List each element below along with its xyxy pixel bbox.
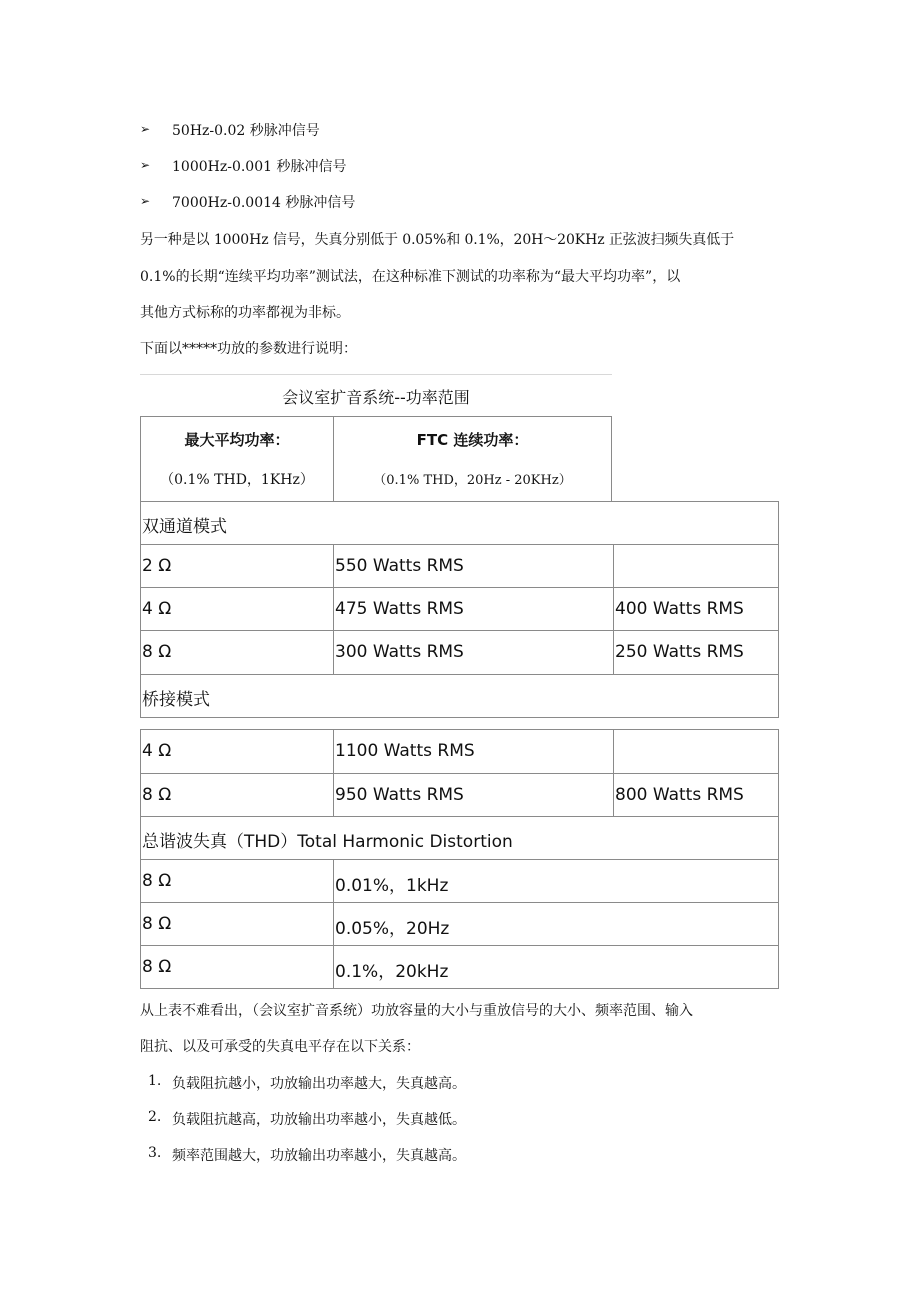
paragraph-line: 从上表不难看出，（会议室扩音系统）功放容量的大小与重放信号的大小、频率范围、输入 [140, 1003, 693, 1019]
ohm-value: 4 Ω [142, 599, 172, 619]
section-thd [140, 816, 779, 860]
arrow-bullet-icon: ➢ [140, 158, 151, 172]
cell-ftc [613, 773, 779, 817]
cell-ohm [140, 630, 334, 675]
paragraph-line: 另一种是以 1000Hz 信号，失真分别低于 0.05%和 0.1%，20H～20KHz 正弦波扫频失真低于 [140, 232, 734, 248]
paragraph-line: 其他方式标称的功率都视为非标。 [140, 305, 350, 321]
cell-ohm [140, 729, 334, 774]
list-number: 1. [148, 1073, 162, 1089]
ohm-value: 4 Ω [142, 741, 172, 761]
section-dual-mode [140, 501, 779, 545]
header-sub-max: （0.1% THD，1KHz） [160, 472, 314, 488]
ohm-value: 8 Ω [142, 642, 172, 662]
list-number: 2. [148, 1109, 162, 1125]
header-title-max: 最大平均功率： [184, 431, 290, 449]
max-power-value: 475 Watts RMS [335, 599, 464, 619]
cell-ohm [140, 544, 334, 588]
header-sub-ftc: （0.1% THD，20Hz - 20KHz） [373, 473, 572, 488]
cell-max [333, 630, 614, 675]
cell-thd [333, 945, 779, 989]
paragraph-intro: 下面以*****功放的参数进行说明： [140, 341, 357, 357]
cell-ohm [140, 587, 334, 631]
table-caption: 会议室扩音系统--功率范围 [282, 388, 470, 407]
section-label: 双通道模式 [142, 517, 227, 537]
cell-thd [333, 859, 779, 903]
ohm-value: 8 Ω [142, 871, 172, 891]
cell-ohm [140, 902, 334, 946]
cell-max [333, 773, 614, 817]
max-power-value: 950 Watts RMS [335, 785, 464, 805]
bullet-item: 1000Hz-0.001 秒脉冲信号 [172, 159, 347, 175]
list-item: 负载阻抗越高，功放输出功率越小，失真越低。 [172, 1112, 466, 1128]
cell-ohm [140, 945, 334, 989]
cell-ohm [140, 773, 334, 817]
cell-ftc [613, 587, 779, 631]
header-cell-ftc [333, 416, 612, 502]
ohm-value: 8 Ω [142, 914, 172, 934]
section-label: 桥接模式 [142, 690, 210, 710]
max-power-value: 550 Watts RMS [335, 556, 464, 576]
paragraph-line: 阻抗、以及可承受的失真电平存在以下关系： [140, 1039, 420, 1055]
header-title-ftc: FTC 连续功率： [416, 431, 529, 449]
ohm-value: 8 Ω [142, 957, 172, 977]
ohm-value: 2 Ω [142, 556, 172, 576]
paragraph-line: 0.1%的长期“连续平均功率”测试法，在这种标准下测试的功率称为“最大平均功率”，以 [140, 269, 681, 285]
thd-value: 0.1%，20kHz [335, 962, 449, 982]
list-number: 3. [148, 1145, 162, 1161]
list-item: 频率范围越大，功放输出功率越小，失真越高。 [172, 1148, 466, 1164]
cell-thd [333, 902, 779, 946]
max-power-value: 300 Watts RMS [335, 642, 464, 662]
list-item: 负载阻抗越小，功放输出功率越大，失真越高。 [172, 1076, 466, 1092]
cell-max [333, 729, 614, 774]
arrow-bullet-icon: ➢ [140, 122, 151, 136]
section-bridge-mode [140, 674, 779, 718]
header-cell-max [140, 416, 334, 502]
bullet-item: 50Hz-0.02 秒脉冲信号 [172, 123, 320, 139]
thd-value: 0.01%，1kHz [335, 876, 449, 896]
cell-ftc [613, 729, 779, 774]
cell-max [333, 544, 614, 588]
cell-ftc [613, 544, 779, 588]
cell-ftc [613, 630, 779, 675]
table-caption-row [140, 374, 612, 416]
cell-max [333, 587, 614, 631]
bullet-item: 7000Hz-0.0014 秒脉冲信号 [172, 195, 356, 211]
ftc-power-value: 400 Watts RMS [615, 599, 744, 619]
arrow-bullet-icon: ➢ [140, 194, 151, 208]
max-power-value: 1100 Watts RMS [335, 741, 475, 761]
ohm-value: 8 Ω [142, 785, 172, 805]
thd-value: 0.05%，20Hz [335, 919, 450, 939]
cell-ohm [140, 859, 334, 903]
section-label: 总谐波失真（THD）Total Harmonic Distortion [142, 832, 513, 852]
ftc-power-value: 800 Watts RMS [615, 785, 744, 805]
ftc-power-value: 250 Watts RMS [615, 642, 744, 662]
